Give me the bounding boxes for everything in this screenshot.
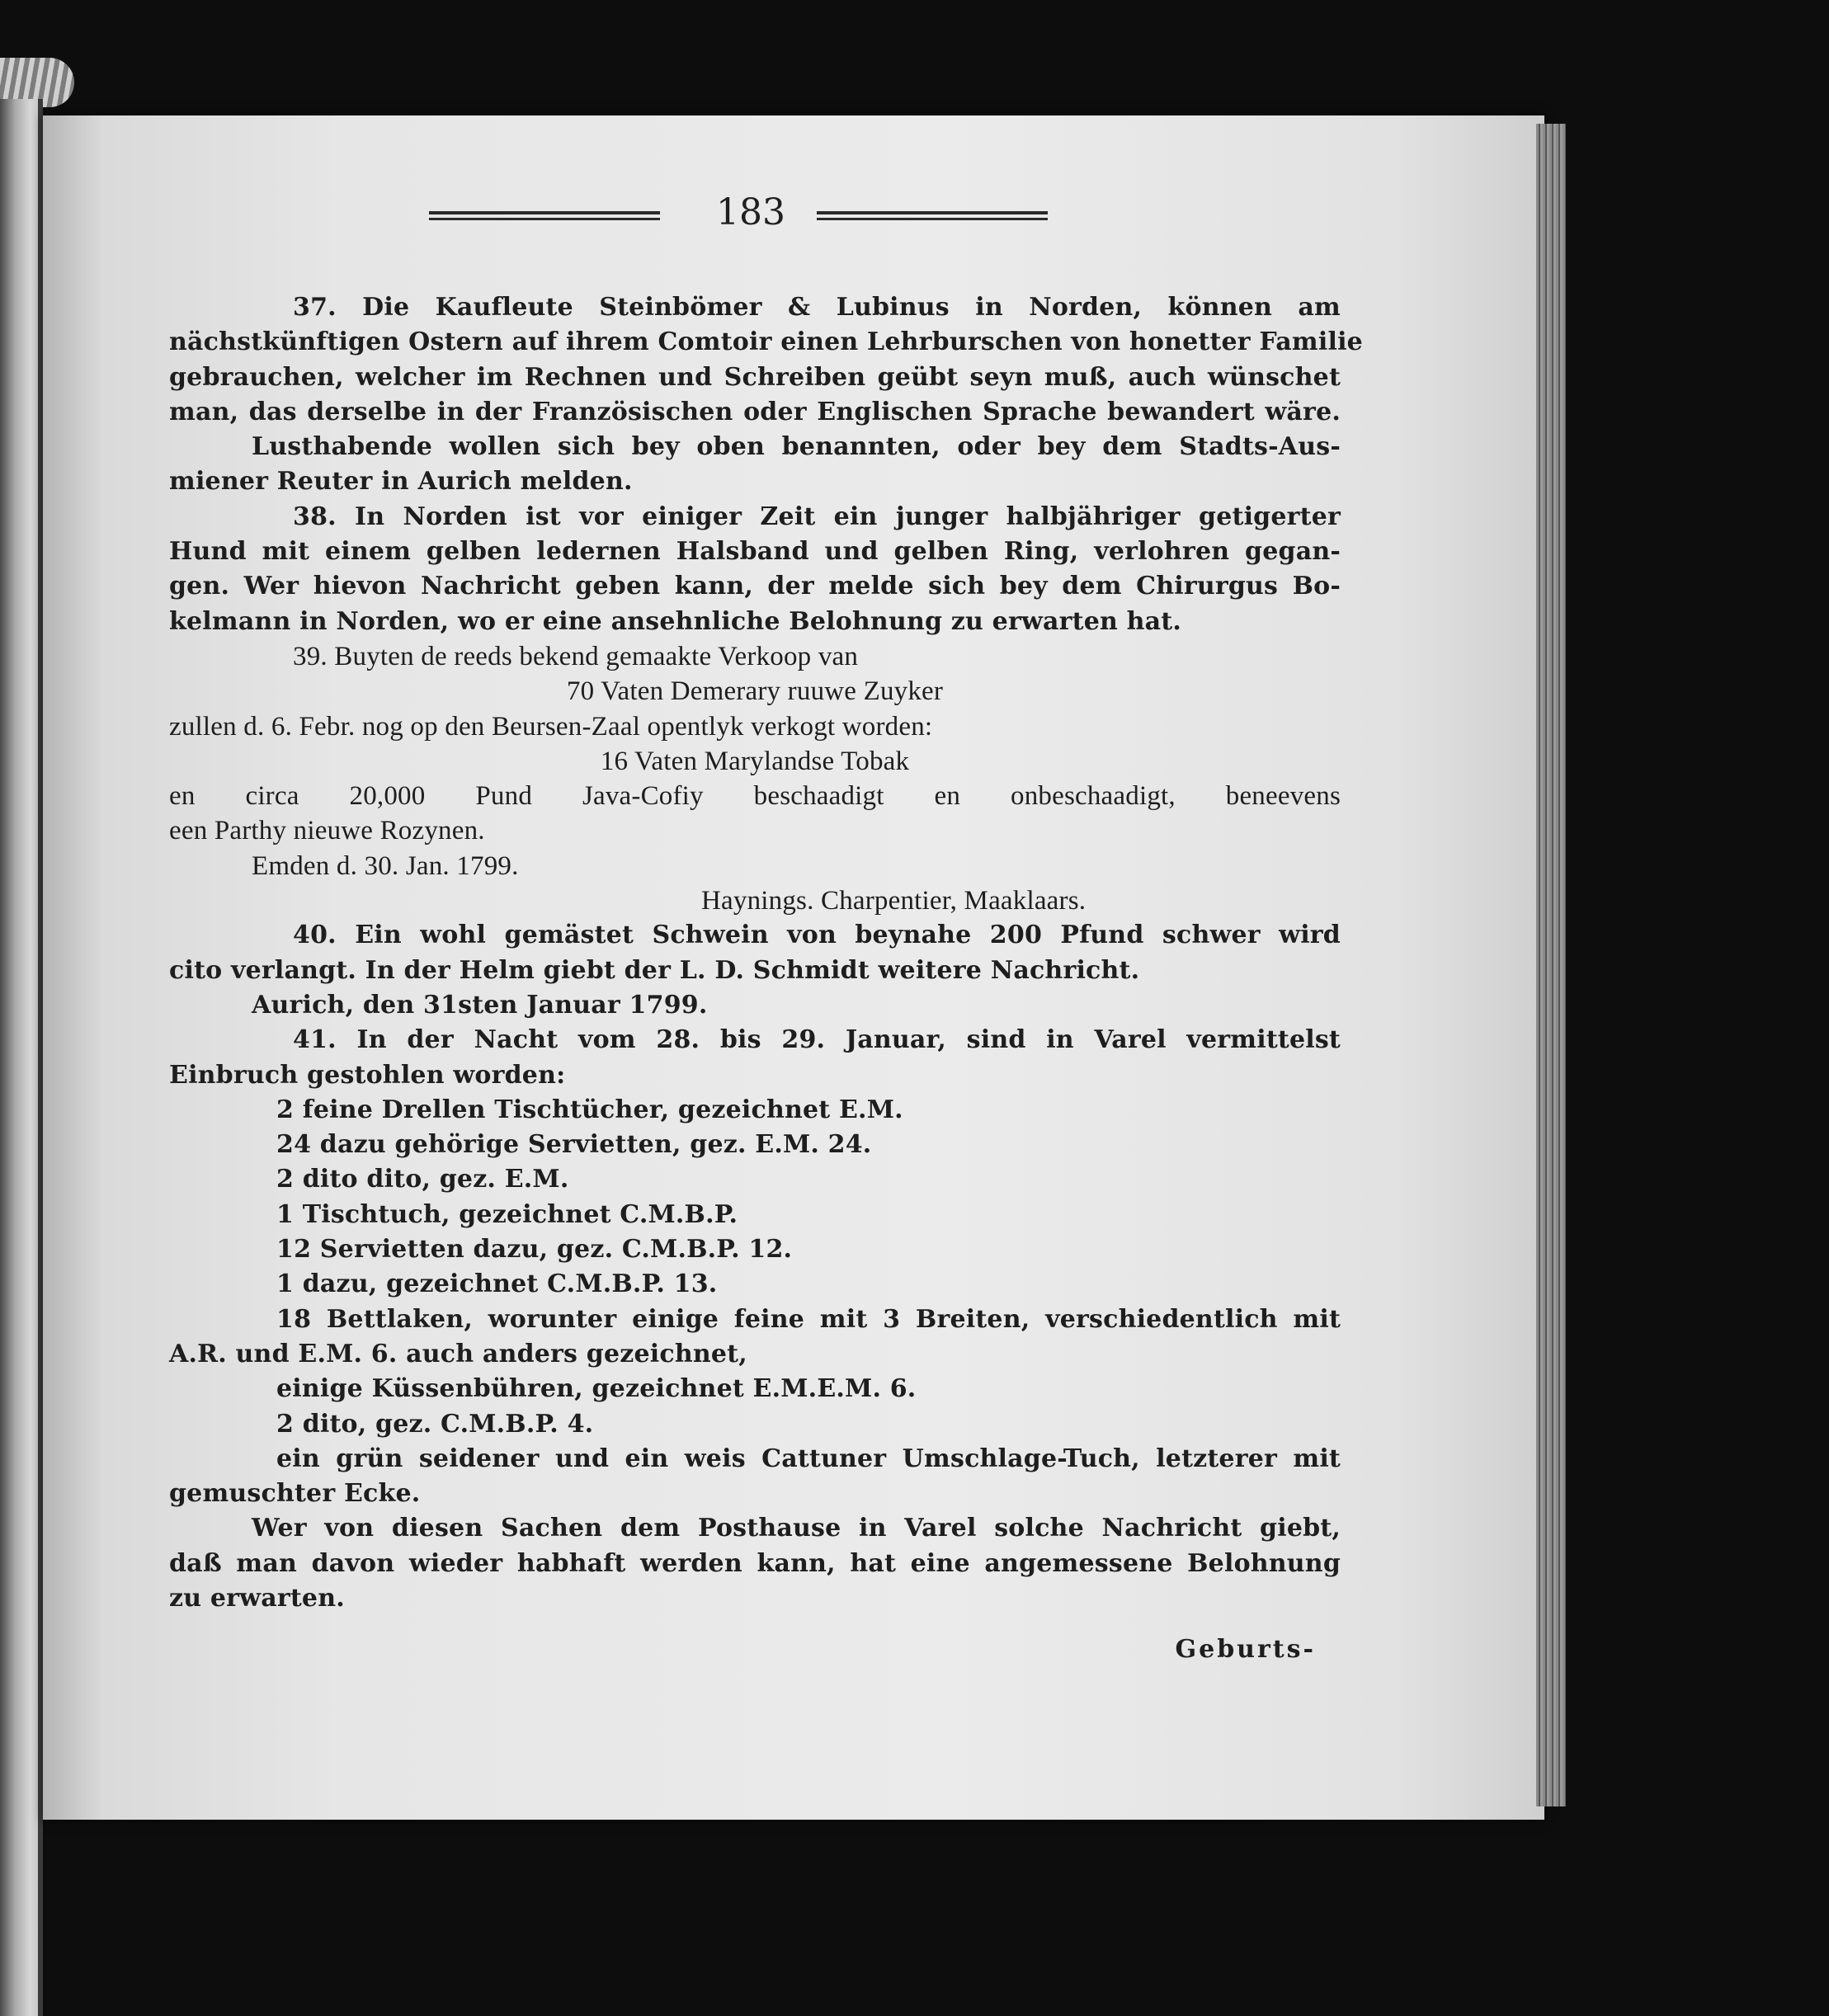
text-line: 1 Tischtuch, gezeichnet C.M.B.P.	[276, 1199, 738, 1229]
text-line: 12 Servietten dazu, gez. C.M.B.P. 12.	[276, 1235, 793, 1265]
text-line: 2 feine Drellen Tischtücher, gezeichnet E.M.	[276, 1095, 903, 1124]
text-line: 37. Die Kaufleute Steinbömer & Lubinus in Norden, können am	[293, 293, 1341, 322]
text-line: een Parthy nieuwe Rozynen.	[169, 816, 485, 846]
text-block	[169, 290, 1363, 1668]
text-line: Aurich, den 31sten Januar 1799.	[252, 990, 708, 1020]
text-line: 1 dazu, gezeichnet C.M.B.P. 13.	[276, 1269, 718, 1299]
page-fore-edge	[1536, 124, 1566, 1806]
text-line: 2 dito dito, gez. E.M.	[276, 1165, 569, 1194]
header-rule-left	[429, 211, 660, 223]
text-line: ein grün seidener und ein weis Cattuner Umschlage-Tuch, letzterer mit	[276, 1444, 1341, 1473]
text-line: Lusthabende wollen sich bey oben benannten, oder bey dem Stadts-Aus-	[252, 432, 1341, 462]
text-line: gemuschter Ecke.	[169, 1479, 421, 1509]
page-header	[429, 191, 1072, 246]
text-line: man, das derselbe in der Französischen oder Englischen Sprache bewandert wäre.	[169, 397, 1341, 426]
text-line: Emden d. 30. Jan. 1799.	[252, 850, 519, 881]
text-line: 40. Ein wohl gemästet Schwein von beynahe 200 Pfund schwer wird	[293, 921, 1341, 950]
text-line: nächstkünftigen Ostern auf ihrem Comtoir einen Lehrburschen von honetter Familie	[169, 327, 1363, 357]
header-rule-right	[817, 211, 1048, 223]
text-line: 38. In Norden ist vor einiger Zeit ein junger halbjähriger getigerter	[293, 502, 1341, 531]
text-line: Haynings. Charpentier, Maaklaars.	[701, 886, 1087, 916]
text-line: miener Reuter in Aurich melden.	[169, 467, 633, 497]
text-line: A.R. und E.M. 6. auch anders gezeichnet,	[169, 1339, 747, 1368]
text-line: zullen d. 6. Febr. nog op den Beursen-Zaal opentlyk verkogt worden:	[169, 711, 933, 742]
page-number: 183	[716, 191, 785, 233]
text-line: gen. Wer hievon Nachricht geben kann, der melde sich bey dem Chirurgus Bo-	[169, 572, 1341, 601]
text-line: Hund mit einem gelben ledernen Halsband und gelben Ring, verlohren gegan-	[169, 537, 1341, 567]
text-line: daß man davon wieder habhaft werden kann, hat eine angemessene Belohnung	[169, 1548, 1341, 1578]
text-line: zu erwarten.	[169, 1583, 345, 1613]
text-line: 18 Bettlaken, worunter einige feine mit 3 Breiten, verschiedentlich mit	[276, 1304, 1341, 1334]
text-line: en circa 20,000 Pund Java-Cofiy beschaadigt en onbeschaadigt, beneevens	[169, 781, 1341, 812]
text-line: 70 Vaten Demerary ruuwe Zuyker	[566, 676, 944, 707]
text-line: 39. Buyten de reeds bekend gemaakte Verkoop van	[293, 641, 859, 671]
text-line: cito verlangt. In der Helm giebt der L. D. Schmidt weitere Nachricht.	[169, 955, 1140, 985]
text-line: 24 dazu gehörige Servietten, gez. E.M. 24.	[276, 1130, 872, 1160]
text-line: 41. In der Nacht vom 28. bis 29. Januar, sind in Varel vermittelst	[293, 1025, 1341, 1055]
text-line: Wer von diesen Sachen dem Posthause in Varel solche Nachricht giebt,	[252, 1514, 1341, 1543]
text-line: Einbruch gestohlen worden:	[169, 1060, 566, 1090]
text-line: 2 dito, gez. C.M.B.P. 4.	[276, 1409, 594, 1439]
text-line: einige Küssenbühren, gezeichnet E.M.E.M. 6.	[276, 1374, 917, 1404]
text-line: 16 Vaten Marylandse Tobak	[600, 746, 910, 776]
left-page-edge	[0, 99, 43, 2016]
catchword: Geburts-	[1175, 1635, 1316, 1665]
text-line: kelmann in Norden, wo er eine ansehnliche Belohnung zu erwarten hat.	[169, 606, 1181, 636]
text-line: gebrauchen, welcher im Rechnen und Schreiben geübt seyn muß, auch wünschet	[169, 362, 1341, 392]
